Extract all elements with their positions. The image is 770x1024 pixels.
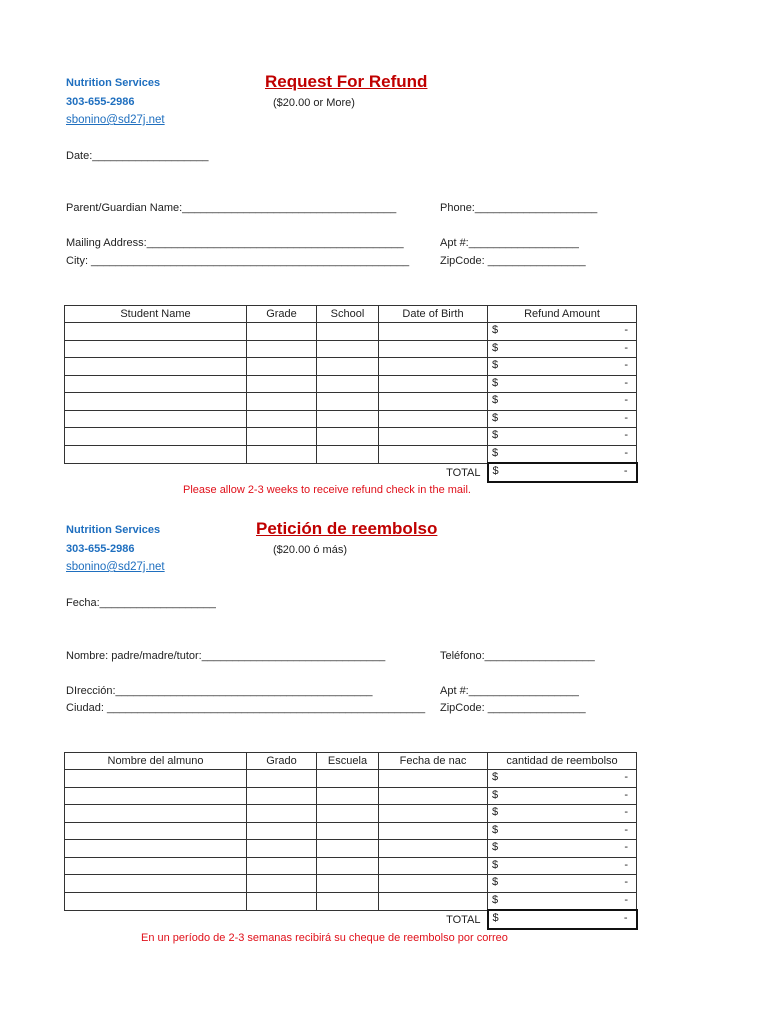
date-field[interactable]: Date:___________________	[66, 150, 209, 162]
school-cell[interactable]	[317, 787, 379, 805]
refund-amount-cell[interactable]	[488, 323, 637, 341]
amount-value: -	[624, 858, 628, 871]
school-cell[interactable]	[317, 840, 379, 858]
date-of-birth-cell[interactable]	[379, 358, 488, 376]
table-row	[65, 393, 637, 411]
city-field[interactable]: Ciudad: ____________________________________________________	[66, 702, 426, 714]
total-amount-cell[interactable]	[488, 463, 637, 482]
student-name-cell[interactable]	[65, 358, 247, 376]
total-label: TOTAL	[446, 913, 481, 926]
zipcode-field[interactable]: ZipCode: ________________	[440, 702, 586, 714]
amount-value: -	[624, 893, 628, 906]
form-title: Petición de reembolso	[256, 519, 438, 538]
header-date-of-birth: Date of Birth	[379, 306, 488, 323]
amount-value: -	[623, 912, 628, 924]
dollar-sign: $	[492, 465, 499, 477]
refund-table	[64, 305, 638, 483]
grade-cell[interactable]	[247, 857, 317, 875]
student-name-cell[interactable]	[65, 840, 247, 858]
refund-amount-cell[interactable]	[488, 358, 637, 376]
table-row	[65, 410, 637, 428]
table-body	[65, 770, 637, 911]
grade-cell[interactable]	[247, 770, 317, 788]
date-of-birth-cell[interactable]	[379, 428, 488, 446]
date-of-birth-cell[interactable]	[379, 445, 488, 463]
table-row	[65, 340, 637, 358]
school-cell[interactable]	[317, 358, 379, 376]
org-email-link[interactable]: sbonino@sd27j.net	[66, 561, 165, 573]
grade-cell[interactable]	[247, 428, 317, 446]
school-cell[interactable]	[317, 892, 379, 910]
school-cell[interactable]	[317, 822, 379, 840]
dollar-sign: $	[492, 912, 499, 924]
dollar-sign: $	[492, 788, 499, 801]
dollar-sign: $	[492, 893, 499, 906]
refund-amount-cell[interactable]	[488, 822, 637, 840]
header-date-of-birth: Fecha de nac	[379, 753, 488, 770]
amount-value: -	[624, 429, 628, 441]
address-field[interactable]: DIrección:__________________________________________	[66, 685, 373, 697]
dollar-sign: $	[492, 806, 499, 818]
refund-amount-cell[interactable]	[488, 857, 637, 875]
refund-amount-cell[interactable]	[488, 805, 637, 823]
date-of-birth-cell[interactable]	[379, 857, 488, 875]
school-cell[interactable]	[317, 323, 379, 341]
apt-field[interactable]: Apt #:__________________	[440, 237, 579, 249]
student-name-cell[interactable]	[65, 875, 247, 893]
dollar-sign: $	[492, 876, 499, 888]
dollar-sign: $	[492, 411, 499, 424]
org-phone: 303-655-2986	[66, 96, 135, 108]
table-row	[65, 428, 637, 446]
table-row	[65, 323, 637, 341]
amount-value: -	[624, 376, 628, 389]
amount-value: -	[624, 359, 628, 371]
school-cell[interactable]	[317, 410, 379, 428]
student-name-cell[interactable]	[65, 787, 247, 805]
student-name-cell[interactable]	[65, 805, 247, 823]
date-of-birth-cell[interactable]	[379, 770, 488, 788]
form-title: Request For Refund	[265, 72, 428, 91]
dollar-sign: $	[492, 823, 499, 836]
date-of-birth-cell[interactable]	[379, 393, 488, 411]
student-name-cell[interactable]	[65, 445, 247, 463]
refund-amount-cell[interactable]	[488, 393, 637, 411]
apt-field[interactable]: Apt #:__________________	[440, 685, 579, 697]
dollar-sign: $	[492, 394, 499, 406]
student-name-cell[interactable]	[65, 410, 247, 428]
amount-value: -	[624, 806, 628, 818]
dollar-sign: $	[492, 841, 499, 853]
org-name: Nutrition Services	[66, 77, 161, 89]
date-field[interactable]: Fecha:___________________	[66, 597, 216, 609]
amount-value: -	[624, 446, 628, 459]
header-student-name: Nombre del almuno	[65, 753, 247, 770]
dollar-sign: $	[492, 359, 499, 371]
date-of-birth-cell[interactable]	[379, 323, 488, 341]
amount-value: -	[624, 788, 628, 801]
grade-cell[interactable]	[247, 822, 317, 840]
student-name-cell[interactable]	[65, 857, 247, 875]
grade-cell[interactable]	[247, 340, 317, 358]
guardian-name-field[interactable]: Nombre: padre/madre/tutor:______________________________	[66, 650, 386, 662]
refund-note: Please allow 2-3 weeks to receive refund check in the mail.	[183, 484, 471, 496]
student-name-cell[interactable]	[65, 428, 247, 446]
school-cell[interactable]	[317, 393, 379, 411]
table-header-row	[65, 306, 637, 323]
student-name-cell[interactable]	[65, 323, 247, 341]
school-cell[interactable]	[317, 805, 379, 823]
school-cell[interactable]	[317, 857, 379, 875]
phone-field[interactable]: Phone:____________________	[440, 202, 598, 214]
date-of-birth-cell[interactable]	[379, 340, 488, 358]
refund-amount-cell[interactable]	[488, 340, 637, 358]
dollar-sign: $	[492, 376, 499, 389]
amount-value: -	[624, 876, 628, 888]
grade-cell[interactable]	[247, 393, 317, 411]
refund-amount-cell[interactable]	[488, 428, 637, 446]
grade-cell[interactable]	[247, 323, 317, 341]
grade-cell[interactable]	[247, 445, 317, 463]
refund-amount-cell[interactable]	[488, 875, 637, 893]
grade-cell[interactable]	[247, 875, 317, 893]
grade-cell[interactable]	[247, 892, 317, 910]
student-name-cell[interactable]	[65, 375, 247, 393]
amount-value: -	[623, 465, 628, 477]
total-row	[65, 910, 637, 929]
table-row	[65, 375, 637, 393]
amount-value: -	[624, 841, 628, 853]
dollar-sign: $	[492, 771, 499, 783]
refund-amount-cell[interactable]	[488, 410, 637, 428]
total-label: TOTAL	[446, 466, 481, 479]
org-name: Nutrition Services	[66, 524, 161, 536]
header-grade: Grade	[247, 306, 317, 323]
school-cell[interactable]	[317, 770, 379, 788]
total-amount-cell[interactable]	[488, 910, 637, 929]
school-cell[interactable]	[317, 428, 379, 446]
city-field[interactable]: City: ____________________________________________________	[66, 255, 410, 267]
date-of-birth-cell[interactable]	[379, 805, 488, 823]
dollar-sign: $	[492, 429, 499, 441]
mailing-address-field[interactable]: Mailing Address:__________________________________________	[66, 237, 404, 249]
table-row	[65, 358, 637, 376]
amount-value: -	[624, 394, 628, 406]
table-row	[65, 822, 637, 840]
refund-table	[64, 752, 638, 930]
student-name-cell[interactable]	[65, 340, 247, 358]
amount-value: -	[624, 324, 628, 336]
dollar-sign: $	[492, 324, 499, 336]
header-school: Escuela	[317, 753, 379, 770]
amount-value: -	[624, 341, 628, 354]
student-name-cell[interactable]	[65, 822, 247, 840]
refund-amount-cell[interactable]	[488, 787, 637, 805]
school-cell[interactable]	[317, 375, 379, 393]
zipcode-field[interactable]: ZipCode: ________________	[440, 255, 586, 267]
refund-amount-cell[interactable]	[488, 840, 637, 858]
student-name-cell[interactable]	[65, 393, 247, 411]
form-subtitle: ($20.00 or More)	[273, 97, 355, 109]
header-school: School	[317, 306, 379, 323]
student-name-cell[interactable]	[65, 892, 247, 910]
date-of-birth-cell[interactable]	[379, 822, 488, 840]
date-of-birth-cell[interactable]	[379, 875, 488, 893]
amount-value: -	[624, 411, 628, 424]
date-of-birth-cell[interactable]	[379, 892, 488, 910]
header-refund-amount: Refund Amount	[488, 306, 637, 323]
date-of-birth-cell[interactable]	[379, 787, 488, 805]
grade-cell[interactable]	[247, 787, 317, 805]
date-of-birth-cell[interactable]	[379, 375, 488, 393]
header-refund-amount: cantidad de reembolso	[488, 753, 637, 770]
grade-cell[interactable]	[247, 358, 317, 376]
date-of-birth-cell[interactable]	[379, 410, 488, 428]
date-of-birth-cell[interactable]	[379, 840, 488, 858]
table-row	[65, 805, 637, 823]
table-header-row	[65, 753, 637, 770]
refund-note: En un período de 2-3 semanas recibirá su cheque de reembolso por correo	[141, 932, 508, 944]
form-subtitle: ($20.00 ó más)	[273, 544, 347, 556]
school-cell[interactable]	[317, 445, 379, 463]
org-email-link[interactable]: sbonino@sd27j.net	[66, 114, 165, 126]
table-row	[65, 840, 637, 858]
refund-amount-cell[interactable]	[488, 445, 637, 463]
org-phone: 303-655-2986	[66, 543, 135, 555]
refund-amount-cell[interactable]	[488, 770, 637, 788]
total-row	[65, 463, 637, 482]
table-row	[65, 770, 637, 788]
grade-cell[interactable]	[247, 410, 317, 428]
table-row	[65, 857, 637, 875]
amount-value: -	[624, 823, 628, 836]
table-row	[65, 875, 637, 893]
dollar-sign: $	[492, 446, 499, 459]
table-row	[65, 787, 637, 805]
grade-cell[interactable]	[247, 840, 317, 858]
refund-amount-cell[interactable]	[488, 375, 637, 393]
grade-cell[interactable]	[247, 805, 317, 823]
school-cell[interactable]	[317, 875, 379, 893]
header-grade: Grado	[247, 753, 317, 770]
school-cell[interactable]	[317, 340, 379, 358]
table-row	[65, 445, 637, 463]
guardian-name-field[interactable]: Parent/Guardian Name:___________________________________	[66, 202, 397, 214]
dollar-sign: $	[492, 858, 499, 871]
refund-amount-cell[interactable]	[488, 892, 637, 910]
dollar-sign: $	[492, 341, 499, 354]
table-row	[65, 892, 637, 910]
grade-cell[interactable]	[247, 375, 317, 393]
table-body	[65, 323, 637, 464]
phone-field[interactable]: Teléfono:__________________	[440, 650, 595, 662]
header-student-name: Student Name	[65, 306, 247, 323]
amount-value: -	[624, 771, 628, 783]
student-name-cell[interactable]	[65, 770, 247, 788]
